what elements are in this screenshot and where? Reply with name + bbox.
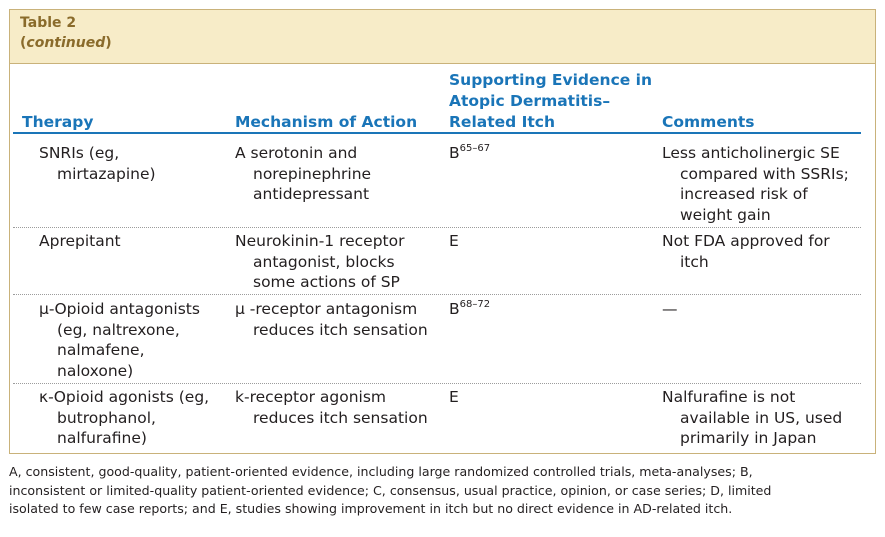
subtitle-open-paren: (: [20, 35, 27, 51]
row-2-comments: [662, 231, 830, 272]
cell-line: (eg, naltrexone,: [57, 320, 180, 339]
cell-line: reduces itch sensation: [253, 408, 428, 427]
cell-line: some actions of SP: [253, 273, 400, 291]
table-caption-band: [10, 10, 875, 64]
cell-line: primarily in Japan: [680, 429, 817, 447]
row-4-therapy: [39, 387, 209, 449]
row-4-mechanism: [235, 387, 428, 428]
cell-line: available in US, used: [680, 408, 843, 427]
cell-line: nalmafene,: [57, 341, 145, 359]
footnote-line: A, consistent, good-quality, patient-oriented evidence, including large randomized controlled trials, meta-analyses; B,: [9, 464, 753, 479]
row-3-mechanism: [235, 299, 428, 340]
cell-line: SNRIs (eg,: [39, 144, 120, 162]
evidence-grade: E: [449, 232, 459, 250]
cell-line: antidepressant: [253, 185, 370, 203]
cell-line: μ -receptor antagonism: [235, 300, 418, 318]
row-2-therapy: [39, 231, 121, 252]
row-4-evidence: [449, 387, 459, 408]
cell-line: mirtazapine): [57, 164, 156, 183]
cell-line: Aprepitant: [39, 232, 121, 250]
row-1-evidence: [449, 143, 490, 164]
footnote-line: isolated to few case reports; and E, studies showing improvement in itch but no direct evidence in AD-related itch.: [9, 501, 733, 516]
header-mechanism: Mechanism of Action: [235, 113, 418, 131]
cell-line: naloxone): [57, 361, 134, 380]
evidence-grade: E: [449, 388, 459, 406]
row-divider: [13, 227, 861, 228]
cell-line: reduces itch sensation: [253, 320, 428, 339]
subtitle-continued: continued: [26, 35, 106, 51]
cell-line: k-receptor agonism: [235, 388, 387, 406]
header-comments: Comments: [662, 113, 755, 131]
table-title: Table 2: [20, 15, 77, 31]
row-divider: [13, 383, 861, 384]
cell-line: Nalfurafine is not: [662, 388, 796, 406]
footnote-line: inconsistent or limited-quality patient-oriented evidence; C, consensus, usual practice, opinion, or case series; D, limited: [9, 482, 772, 498]
cell-line: Neurokinin-1 receptor: [235, 232, 405, 250]
header-evidence-line-2: Atopic Dermatitis–: [449, 92, 611, 110]
row-3-comments-dash: —: [662, 300, 678, 318]
cell-line: Less anticholinergic SE: [662, 144, 840, 162]
cell-line: increased risk of: [680, 185, 808, 203]
header-evidence-line-3: Related Itch: [449, 113, 556, 131]
table-subtitle: [20, 34, 112, 53]
cell-line: weight gain: [680, 205, 771, 224]
row-3-therapy: [39, 299, 200, 381]
row-2-mechanism: [235, 231, 405, 293]
row-3-evidence: [449, 299, 490, 320]
cell-line: nalfurafine): [57, 429, 147, 447]
evidence-grade: B: [449, 144, 460, 162]
row-1-comments: [662, 143, 849, 225]
cell-line: compared with SSRIs;: [680, 164, 849, 183]
row-4-comments: [662, 387, 842, 449]
cell-line: Not FDA approved for: [662, 232, 830, 250]
header-evidence-line-1: Supporting Evidence in: [449, 71, 653, 89]
row-divider: [13, 294, 861, 295]
table-footnote: [9, 463, 881, 519]
evidence-refs: 65–67: [459, 143, 491, 154]
cell-line: butrophanol,: [57, 408, 156, 427]
row-2-evidence: [449, 231, 459, 252]
cell-line: μ-Opioid antagonists: [39, 300, 200, 318]
cell-line: κ-Opioid agonists (eg,: [39, 388, 210, 406]
row-1-mechanism: [235, 143, 371, 205]
evidence-grade: B: [449, 300, 460, 318]
cell-line: antagonist, blocks: [253, 252, 395, 271]
cell-line: A serotonin and: [235, 144, 358, 162]
header-rule: [13, 132, 861, 134]
cell-line: itch: [680, 252, 709, 271]
cell-line: norepinephrine: [253, 164, 372, 183]
header-therapy: Therapy: [22, 113, 94, 131]
evidence-refs: 68–72: [459, 299, 491, 310]
row-1-therapy: [39, 143, 156, 184]
subtitle-close-paren: ): [105, 35, 112, 51]
